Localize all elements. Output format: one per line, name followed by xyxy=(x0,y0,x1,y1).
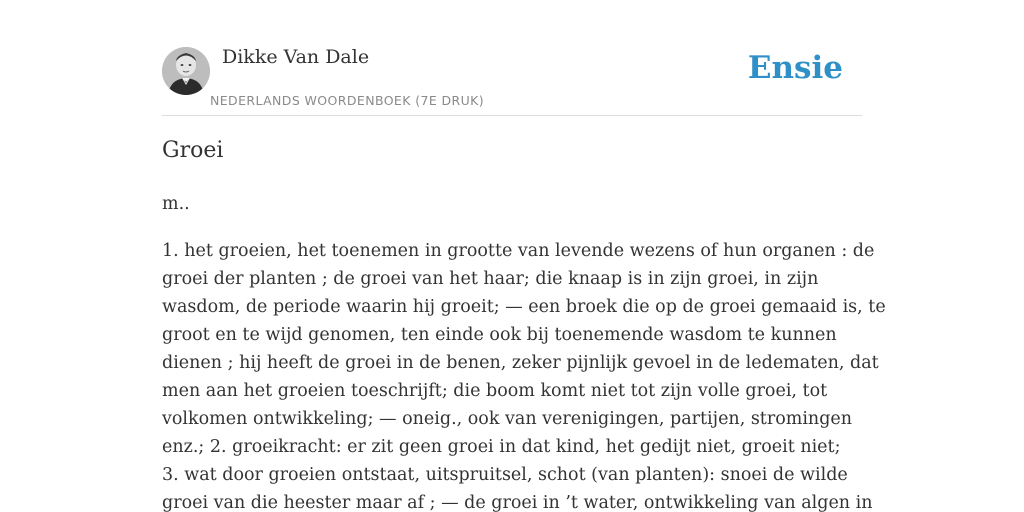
author-name[interactable]: Dikke Van Dale xyxy=(222,46,370,68)
definition-line: 1. het groeien, het toenemen in grootte van levende wezens of hun organen : de xyxy=(162,241,875,261)
definition-text xyxy=(162,237,886,512)
brand-logo[interactable]: Ensie xyxy=(747,50,843,86)
definition-line: groot en te wijd genomen, ten einde ook bij toenemende wasdom te kunnen xyxy=(162,325,837,345)
source-label[interactable]: NEDERLANDS WOORDENBOEK (7E DRUK) xyxy=(210,93,485,108)
grammar-note: m.. xyxy=(162,194,190,214)
entry-header xyxy=(162,44,862,116)
definition-line: 3. wat door groeien ontstaat, uitspruitsel, schot (van planten): snoei de wilde xyxy=(162,465,848,485)
entry-content xyxy=(162,190,886,512)
definition-line: men aan het groeien toeschrijft; die boom komt niet tot zijn volle groei, tot xyxy=(162,381,828,401)
definition-line: groei van die heester maar af ; — de groei in ’t water, ontwikkeling van algen in xyxy=(162,493,873,512)
definition-line: enz.; 2. groeikracht: er zit geen groei in dat kind, het gedijt niet, groeit niet; xyxy=(162,437,841,457)
definition-line: wasdom, de periode waarin hij groeit; — een broek die op de groei gemaaid is, te xyxy=(162,297,886,317)
definition-line: volkomen ontwikkeling; — oneig., ook van verenigingen, partijen, stromingen xyxy=(162,409,853,429)
definition-line: groei der planten ; de groei van het haar; die knaap is in zijn groei, in zijn xyxy=(162,269,819,289)
author-avatar[interactable] xyxy=(162,47,210,95)
portrait-image xyxy=(162,47,210,95)
definition-line: dienen ; hij heeft de groei in de benen, zeker pijnlijk gevoel in de ledematen, dat xyxy=(162,353,879,373)
entry-title: Groei xyxy=(162,138,224,163)
